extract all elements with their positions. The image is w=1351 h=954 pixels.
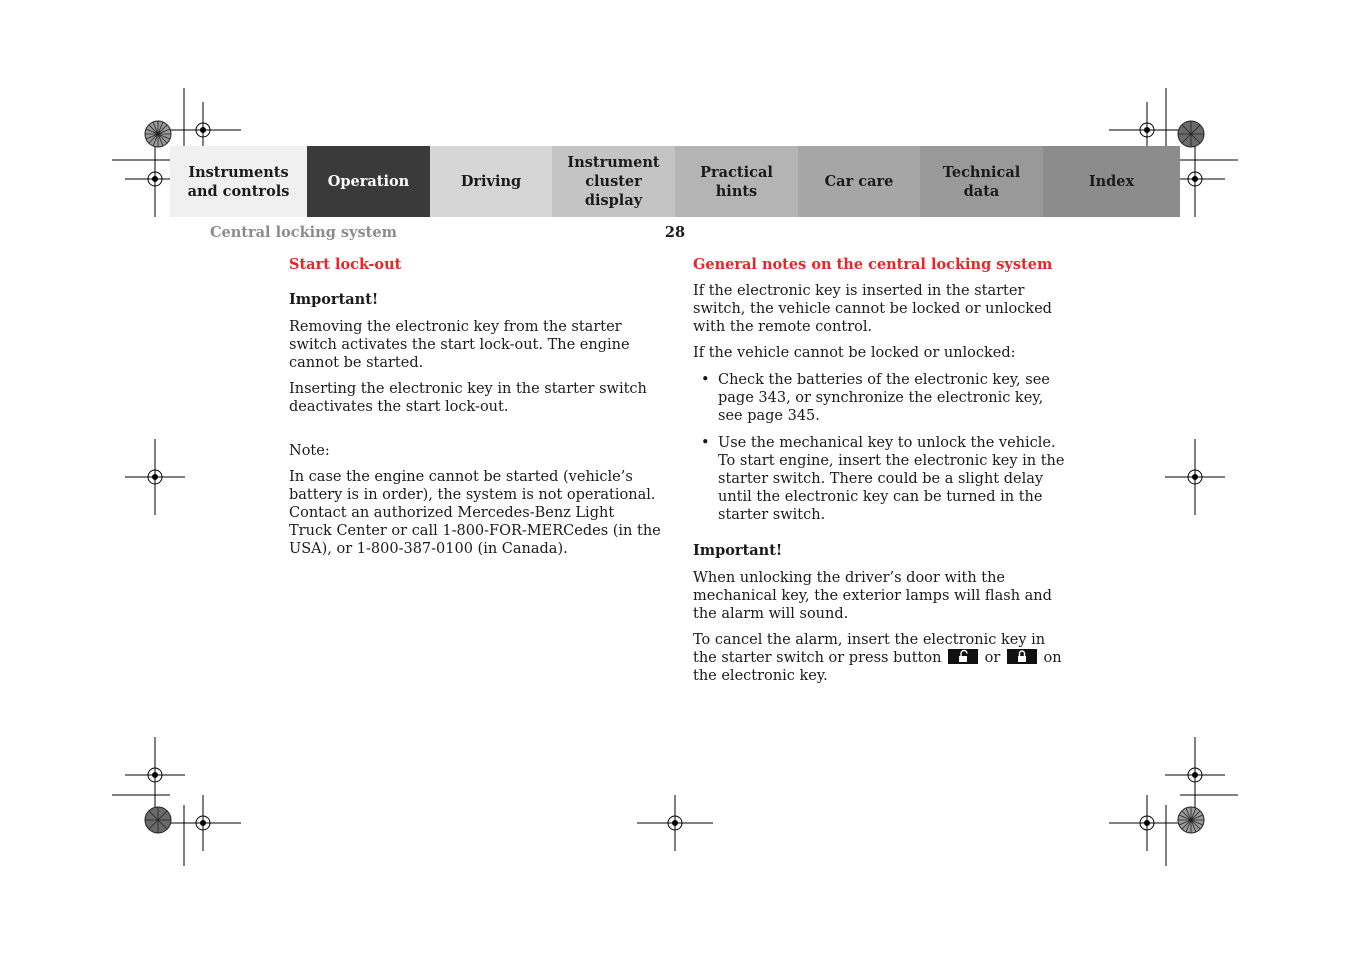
right-column: [693, 256, 1065, 693]
tab-operation[interactable]: Operation: [307, 146, 430, 217]
tab-technical-data[interactable]: Technical data: [920, 146, 1043, 217]
left-column: [289, 256, 661, 566]
tab-practical-hints[interactable]: Practical hints: [675, 146, 798, 217]
note-label: Note:: [289, 443, 330, 459]
tab-instrument-cluster-display[interactable]: Instrument cluster display: [552, 146, 675, 217]
paragraph: In case the engine cannot be started (vehicle’s battery is in order), the system is not operational. Contact an authorized Mercedes-Benz Light Truck Center or call 1-800-FOR-MERCedes (in the USA), or 1-800-387-0100 (in Canada).: [289, 469, 661, 557]
bullet-list: [693, 371, 1065, 524]
paragraph: To cancel the alarm, insert the electronic key in the starter switch or press button or on the electronic key.: [693, 632, 1062, 684]
paragraph: Inserting the electronic key in the starter switch deactivates the start lock-out.: [289, 381, 647, 415]
important-label: Important!: [693, 542, 783, 559]
paragraph: When unlocking the driver’s door with the mechanical key, the exterior lamps will flash and the alarm will sound.: [693, 570, 1052, 622]
start-lockout-heading: Start lock-out: [289, 256, 402, 273]
tab-driving[interactable]: Driving: [430, 146, 552, 217]
central-locking-heading: General notes on the central locking system: [693, 256, 1053, 273]
chapter-nav: [170, 146, 1180, 217]
list-item: • Use the mechanical key to unlock the vehicle. To start engine, insert the electronic key in the starter switch. There could be a slight delay until the electronic key can be turned in the starter switch.: [693, 434, 1065, 524]
paragraph: If the electronic key is inserted in the starter switch, the vehicle cannot be locked or unlocked with the remote control.: [693, 283, 1052, 335]
lock-icon: [1007, 649, 1037, 664]
list-item: • Check the batteries of the electronic key, see page 343, or synchronize the electronic key, see page 345.: [693, 371, 1065, 425]
tab-index[interactable]: Index: [1043, 146, 1180, 217]
unlock-icon: [948, 649, 978, 664]
tab-car-care[interactable]: Car care: [798, 146, 920, 217]
section-title: Central locking system: [210, 224, 397, 241]
paragraph: Removing the electronic key from the starter switch activates the start lock-out. The engine cannot be started.: [289, 319, 630, 371]
paragraph: If the vehicle cannot be locked or unlocked:: [693, 345, 1016, 361]
important-label: Important!: [289, 291, 379, 308]
tab-instruments-and-controls[interactable]: Instruments and controls: [170, 146, 307, 217]
page-number: 28: [664, 224, 686, 241]
